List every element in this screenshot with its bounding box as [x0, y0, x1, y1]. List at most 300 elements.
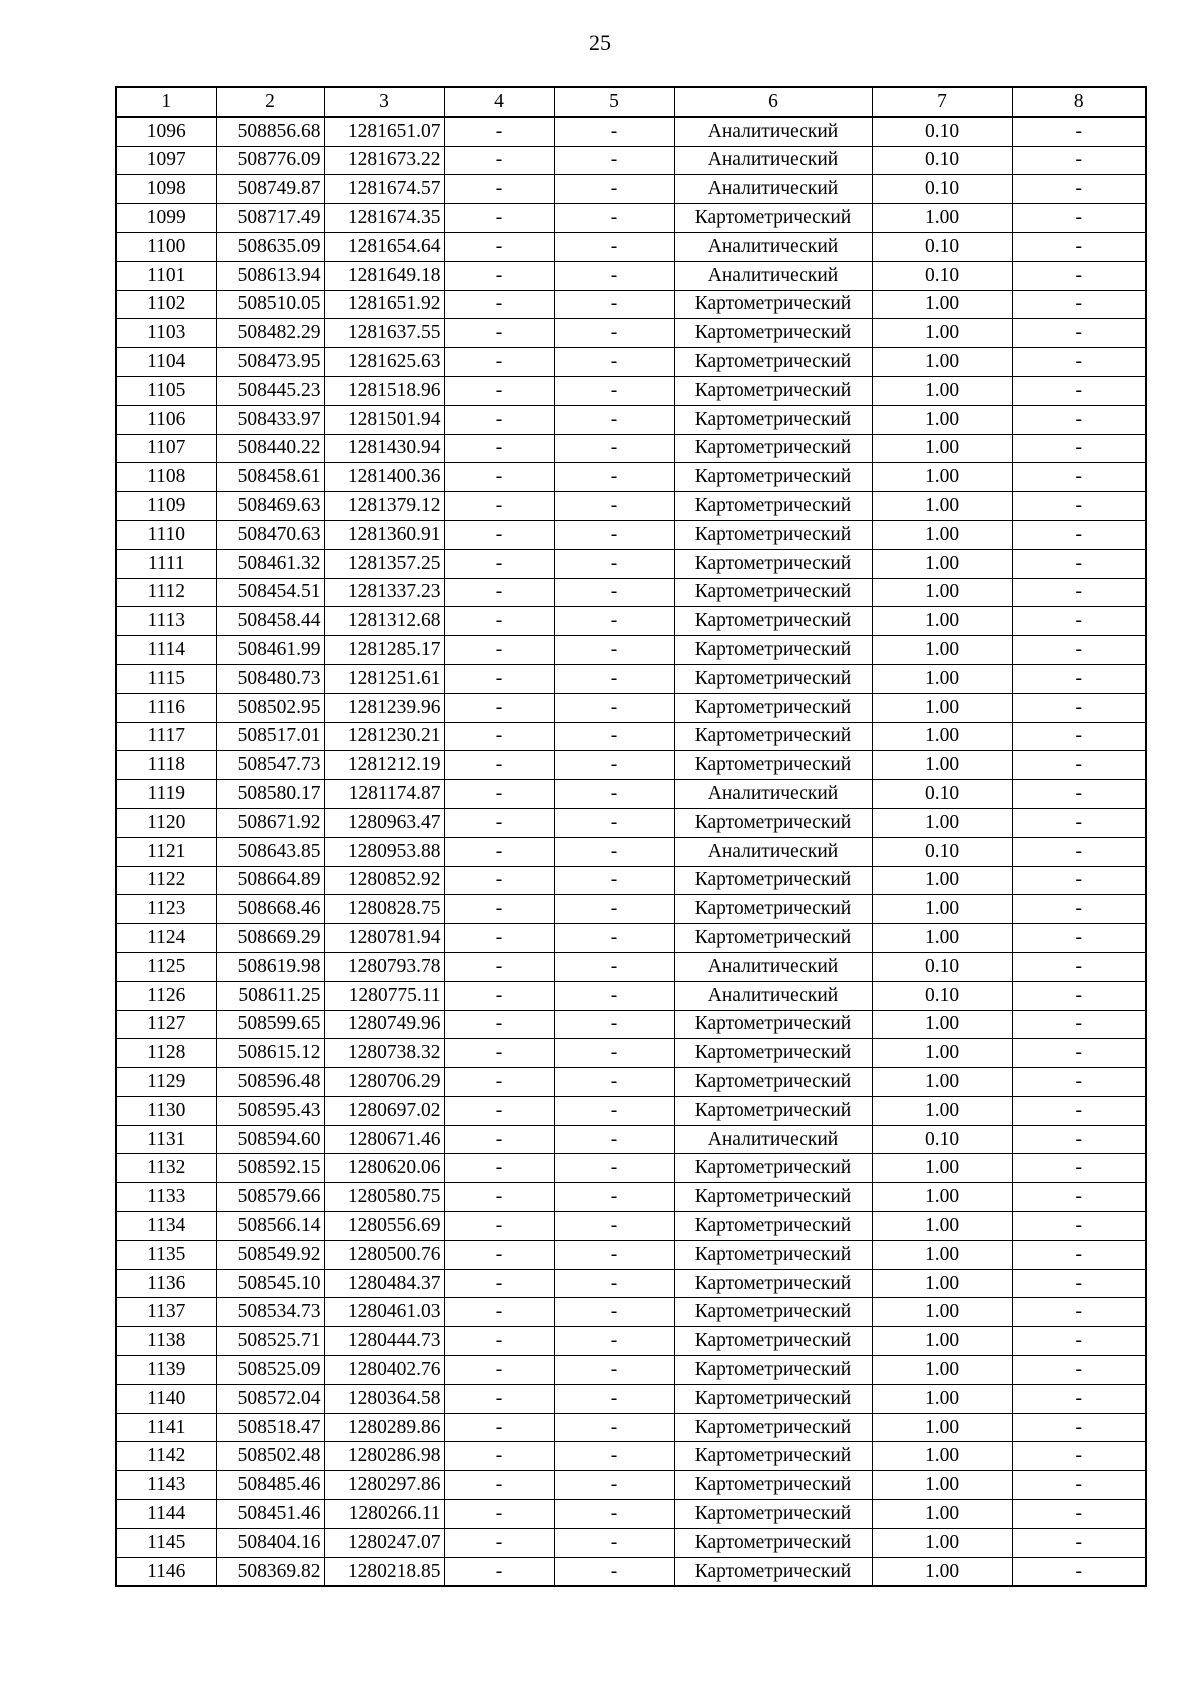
x-coordinate-cell: 508525.71: [216, 1327, 324, 1356]
col8-cell: -: [1012, 1413, 1146, 1442]
accuracy-cell: 0.10: [872, 117, 1012, 146]
accuracy-cell: 0.10: [872, 146, 1012, 175]
col4-cell: -: [444, 463, 554, 492]
col5-cell: -: [554, 664, 674, 693]
x-coordinate-cell: 508595.43: [216, 1096, 324, 1125]
y-coordinate-cell: 1281357.25: [324, 549, 444, 578]
method-cell: Картометрический: [674, 1327, 872, 1356]
col8-cell: -: [1012, 1557, 1146, 1586]
col5-cell: -: [554, 232, 674, 261]
table-body: [116, 117, 1146, 1587]
y-coordinate-cell: 1281239.96: [324, 693, 444, 722]
table-header-row: [116, 87, 1146, 117]
method-cell: Аналитический: [674, 146, 872, 175]
col8-cell: -: [1012, 1356, 1146, 1385]
col8-cell: -: [1012, 1039, 1146, 1068]
col8-cell: -: [1012, 146, 1146, 175]
x-coordinate-cell: 508458.61: [216, 463, 324, 492]
y-coordinate-cell: 1281637.55: [324, 319, 444, 348]
accuracy-cell: 1.00: [872, 1442, 1012, 1471]
column-header: 5: [554, 87, 674, 117]
col8-cell: -: [1012, 1010, 1146, 1039]
x-coordinate-cell: 508433.97: [216, 405, 324, 434]
y-coordinate-cell: 1280556.69: [324, 1212, 444, 1241]
col8-cell: -: [1012, 837, 1146, 866]
point-number-cell: 1122: [116, 866, 216, 895]
accuracy-cell: 1.00: [872, 290, 1012, 319]
col4-cell: -: [444, 751, 554, 780]
accuracy-cell: 1.00: [872, 1327, 1012, 1356]
y-coordinate-cell: 1280738.32: [324, 1039, 444, 1068]
x-coordinate-cell: 508445.23: [216, 376, 324, 405]
col8-cell: -: [1012, 1068, 1146, 1097]
col4-cell: -: [444, 1240, 554, 1269]
point-number-cell: 1123: [116, 895, 216, 924]
col4-cell: -: [444, 837, 554, 866]
method-cell: Картометрический: [674, 1154, 872, 1183]
accuracy-cell: 1.00: [872, 1154, 1012, 1183]
col4-cell: -: [444, 866, 554, 895]
table-row: [116, 405, 1146, 434]
accuracy-cell: 1.00: [872, 319, 1012, 348]
point-number-cell: 1104: [116, 348, 216, 377]
accuracy-cell: 1.00: [872, 492, 1012, 521]
col4-cell: -: [444, 981, 554, 1010]
table-row: [116, 1327, 1146, 1356]
column-header: 1: [116, 87, 216, 117]
y-coordinate-cell: 1280289.86: [324, 1413, 444, 1442]
y-coordinate-cell: 1280580.75: [324, 1183, 444, 1212]
col4-cell: -: [444, 1413, 554, 1442]
col5-cell: -: [554, 1039, 674, 1068]
y-coordinate-cell: 1280247.07: [324, 1528, 444, 1557]
x-coordinate-cell: 508671.92: [216, 808, 324, 837]
x-coordinate-cell: 508502.48: [216, 1442, 324, 1471]
col5-cell: -: [554, 204, 674, 233]
method-cell: Картометрический: [674, 693, 872, 722]
table-row: [116, 1068, 1146, 1097]
col8-cell: -: [1012, 636, 1146, 665]
table-row: [116, 664, 1146, 693]
y-coordinate-cell: 1280286.98: [324, 1442, 444, 1471]
point-number-cell: 1101: [116, 261, 216, 290]
col8-cell: -: [1012, 405, 1146, 434]
point-number-cell: 1121: [116, 837, 216, 866]
col8-cell: -: [1012, 1384, 1146, 1413]
y-coordinate-cell: 1280364.58: [324, 1384, 444, 1413]
col5-cell: -: [554, 463, 674, 492]
table-row: [116, 1528, 1146, 1557]
col8-cell: -: [1012, 1096, 1146, 1125]
col8-cell: -: [1012, 1327, 1146, 1356]
accuracy-cell: 1.00: [872, 664, 1012, 693]
y-coordinate-cell: 1280444.73: [324, 1327, 444, 1356]
point-number-cell: 1105: [116, 376, 216, 405]
y-coordinate-cell: 1281625.63: [324, 348, 444, 377]
y-coordinate-cell: 1281379.12: [324, 492, 444, 521]
col4-cell: -: [444, 578, 554, 607]
col8-cell: -: [1012, 290, 1146, 319]
col5-cell: -: [554, 549, 674, 578]
col4-cell: -: [444, 1528, 554, 1557]
col4-cell: -: [444, 808, 554, 837]
col4-cell: -: [444, 319, 554, 348]
table-row: [116, 463, 1146, 492]
accuracy-cell: 1.00: [872, 463, 1012, 492]
accuracy-cell: 1.00: [872, 348, 1012, 377]
col4-cell: -: [444, 146, 554, 175]
x-coordinate-cell: 508549.92: [216, 1240, 324, 1269]
y-coordinate-cell: 1281651.92: [324, 290, 444, 319]
table-row: [116, 1471, 1146, 1500]
point-number-cell: 1113: [116, 607, 216, 636]
col5-cell: -: [554, 1125, 674, 1154]
point-number-cell: 1098: [116, 175, 216, 204]
y-coordinate-cell: 1281651.07: [324, 117, 444, 146]
method-cell: Картометрический: [674, 492, 872, 521]
col5-cell: -: [554, 981, 674, 1010]
table-row: [116, 1010, 1146, 1039]
method-cell: Картометрический: [674, 520, 872, 549]
y-coordinate-cell: 1280402.76: [324, 1356, 444, 1385]
x-coordinate-cell: 508480.73: [216, 664, 324, 693]
y-coordinate-cell: 1281430.94: [324, 434, 444, 463]
accuracy-cell: 1.00: [872, 405, 1012, 434]
y-coordinate-cell: 1280500.76: [324, 1240, 444, 1269]
col4-cell: -: [444, 1269, 554, 1298]
x-coordinate-cell: 508458.44: [216, 607, 324, 636]
x-coordinate-cell: 508525.09: [216, 1356, 324, 1385]
method-cell: Картометрический: [674, 924, 872, 953]
col8-cell: -: [1012, 175, 1146, 204]
col5-cell: -: [554, 117, 674, 146]
col5-cell: -: [554, 1557, 674, 1586]
y-coordinate-cell: 1281174.87: [324, 780, 444, 809]
col4-cell: -: [444, 1471, 554, 1500]
table-row: [116, 924, 1146, 953]
col5-cell: -: [554, 1442, 674, 1471]
col5-cell: -: [554, 1384, 674, 1413]
method-cell: Картометрический: [674, 1039, 872, 1068]
method-cell: Картометрический: [674, 1269, 872, 1298]
col4-cell: -: [444, 1154, 554, 1183]
method-cell: Картометрический: [674, 578, 872, 607]
col4-cell: -: [444, 492, 554, 521]
y-coordinate-cell: 1281230.21: [324, 722, 444, 751]
point-number-cell: 1110: [116, 520, 216, 549]
col5-cell: -: [554, 866, 674, 895]
method-cell: Аналитический: [674, 232, 872, 261]
col4-cell: -: [444, 1068, 554, 1097]
col5-cell: -: [554, 434, 674, 463]
col8-cell: -: [1012, 952, 1146, 981]
y-coordinate-cell: 1281673.22: [324, 146, 444, 175]
col5-cell: -: [554, 1528, 674, 1557]
x-coordinate-cell: 508580.17: [216, 780, 324, 809]
accuracy-cell: 1.00: [872, 376, 1012, 405]
table-row: [116, 1384, 1146, 1413]
col4-cell: -: [444, 607, 554, 636]
col5-cell: -: [554, 636, 674, 665]
accuracy-cell: 1.00: [872, 808, 1012, 837]
x-coordinate-cell: 508592.15: [216, 1154, 324, 1183]
point-number-cell: 1129: [116, 1068, 216, 1097]
method-cell: Картометрический: [674, 1442, 872, 1471]
x-coordinate-cell: 508856.68: [216, 117, 324, 146]
y-coordinate-cell: 1280706.29: [324, 1068, 444, 1097]
col8-cell: -: [1012, 895, 1146, 924]
point-number-cell: 1131: [116, 1125, 216, 1154]
col4-cell: -: [444, 405, 554, 434]
col5-cell: -: [554, 837, 674, 866]
method-cell: Аналитический: [674, 952, 872, 981]
point-number-cell: 1115: [116, 664, 216, 693]
col8-cell: -: [1012, 463, 1146, 492]
col5-cell: -: [554, 895, 674, 924]
table-row: [116, 1356, 1146, 1385]
point-number-cell: 1134: [116, 1212, 216, 1241]
accuracy-cell: 1.00: [872, 1269, 1012, 1298]
col4-cell: -: [444, 693, 554, 722]
col4-cell: -: [444, 1096, 554, 1125]
method-cell: Картометрический: [674, 1010, 872, 1039]
table-row: [116, 866, 1146, 895]
x-coordinate-cell: 508547.73: [216, 751, 324, 780]
table-row: [116, 1269, 1146, 1298]
col5-cell: -: [554, 952, 674, 981]
point-number-cell: 1102: [116, 290, 216, 319]
table-row: [116, 1442, 1146, 1471]
x-coordinate-cell: 508369.82: [216, 1557, 324, 1586]
col8-cell: -: [1012, 348, 1146, 377]
point-number-cell: 1143: [116, 1471, 216, 1500]
method-cell: Картометрический: [674, 549, 872, 578]
col8-cell: -: [1012, 492, 1146, 521]
col8-cell: -: [1012, 751, 1146, 780]
col4-cell: -: [444, 348, 554, 377]
accuracy-cell: 1.00: [872, 1500, 1012, 1529]
point-number-cell: 1132: [116, 1154, 216, 1183]
x-coordinate-cell: 508454.51: [216, 578, 324, 607]
method-cell: Картометрический: [674, 1528, 872, 1557]
x-coordinate-cell: 508619.98: [216, 952, 324, 981]
table-row: [116, 1125, 1146, 1154]
col4-cell: -: [444, 636, 554, 665]
column-header: 2: [216, 87, 324, 117]
point-number-cell: 1099: [116, 204, 216, 233]
accuracy-cell: 1.00: [872, 578, 1012, 607]
method-cell: Картометрический: [674, 636, 872, 665]
col4-cell: -: [444, 1327, 554, 1356]
point-number-cell: 1112: [116, 578, 216, 607]
col4-cell: -: [444, 1125, 554, 1154]
col4-cell: -: [444, 1183, 554, 1212]
method-cell: Картометрический: [674, 434, 872, 463]
y-coordinate-cell: 1281400.36: [324, 463, 444, 492]
table-row: [116, 290, 1146, 319]
y-coordinate-cell: 1280620.06: [324, 1154, 444, 1183]
method-cell: Аналитический: [674, 780, 872, 809]
table-row: [116, 232, 1146, 261]
col5-cell: -: [554, 261, 674, 290]
y-coordinate-cell: 1280963.47: [324, 808, 444, 837]
col4-cell: -: [444, 520, 554, 549]
accuracy-cell: 1.00: [872, 1039, 1012, 1068]
accuracy-cell: 1.00: [872, 636, 1012, 665]
method-cell: Картометрический: [674, 204, 872, 233]
x-coordinate-cell: 508572.04: [216, 1384, 324, 1413]
method-cell: Картометрический: [674, 1298, 872, 1327]
method-cell: Картометрический: [674, 808, 872, 837]
col4-cell: -: [444, 1356, 554, 1385]
col4-cell: -: [444, 290, 554, 319]
accuracy-cell: 1.00: [872, 866, 1012, 895]
method-cell: Картометрический: [674, 1384, 872, 1413]
col4-cell: -: [444, 952, 554, 981]
col4-cell: -: [444, 1442, 554, 1471]
point-number-cell: 1097: [116, 146, 216, 175]
x-coordinate-cell: 508461.32: [216, 549, 324, 578]
accuracy-cell: 1.00: [872, 1240, 1012, 1269]
point-number-cell: 1120: [116, 808, 216, 837]
accuracy-cell: 1.00: [872, 434, 1012, 463]
accuracy-cell: 0.10: [872, 952, 1012, 981]
col8-cell: -: [1012, 866, 1146, 895]
col8-cell: -: [1012, 376, 1146, 405]
point-number-cell: 1145: [116, 1528, 216, 1557]
col4-cell: -: [444, 895, 554, 924]
table-row: [116, 117, 1146, 146]
col5-cell: -: [554, 1298, 674, 1327]
accuracy-cell: 1.00: [872, 1068, 1012, 1097]
col8-cell: -: [1012, 1298, 1146, 1327]
table-row: [116, 348, 1146, 377]
x-coordinate-cell: 508717.49: [216, 204, 324, 233]
col5-cell: -: [554, 520, 674, 549]
y-coordinate-cell: 1281501.94: [324, 405, 444, 434]
x-coordinate-cell: 508579.66: [216, 1183, 324, 1212]
accuracy-cell: 1.00: [872, 924, 1012, 953]
x-coordinate-cell: 508668.46: [216, 895, 324, 924]
column-header: 3: [324, 87, 444, 117]
method-cell: Картометрический: [674, 1557, 872, 1586]
table-row: [116, 837, 1146, 866]
col4-cell: -: [444, 1212, 554, 1241]
y-coordinate-cell: 1281674.35: [324, 204, 444, 233]
col8-cell: -: [1012, 232, 1146, 261]
table-row: [116, 808, 1146, 837]
accuracy-cell: 1.00: [872, 1356, 1012, 1385]
col4-cell: -: [444, 1557, 554, 1586]
column-header: 7: [872, 87, 1012, 117]
y-coordinate-cell: 1281518.96: [324, 376, 444, 405]
x-coordinate-cell: 508404.16: [216, 1528, 324, 1557]
col5-cell: -: [554, 1010, 674, 1039]
point-number-cell: 1128: [116, 1039, 216, 1068]
accuracy-cell: 0.10: [872, 837, 1012, 866]
accuracy-cell: 1.00: [872, 1010, 1012, 1039]
point-number-cell: 1139: [116, 1356, 216, 1385]
method-cell: Картометрический: [674, 348, 872, 377]
point-number-cell: 1135: [116, 1240, 216, 1269]
col8-cell: -: [1012, 434, 1146, 463]
y-coordinate-cell: 1281312.68: [324, 607, 444, 636]
accuracy-cell: 1.00: [872, 1471, 1012, 1500]
col8-cell: -: [1012, 664, 1146, 693]
accuracy-cell: 0.10: [872, 261, 1012, 290]
table-row: [116, 607, 1146, 636]
accuracy-cell: 1.00: [872, 204, 1012, 233]
col8-cell: -: [1012, 808, 1146, 837]
x-coordinate-cell: 508451.46: [216, 1500, 324, 1529]
col5-cell: -: [554, 175, 674, 204]
point-number-cell: 1124: [116, 924, 216, 953]
x-coordinate-cell: 508545.10: [216, 1269, 324, 1298]
x-coordinate-cell: 508485.46: [216, 1471, 324, 1500]
col8-cell: -: [1012, 924, 1146, 953]
col8-cell: -: [1012, 607, 1146, 636]
col5-cell: -: [554, 1413, 674, 1442]
col4-cell: -: [444, 924, 554, 953]
point-number-cell: 1114: [116, 636, 216, 665]
x-coordinate-cell: 508440.22: [216, 434, 324, 463]
y-coordinate-cell: 1280461.03: [324, 1298, 444, 1327]
col5-cell: -: [554, 1327, 674, 1356]
x-coordinate-cell: 508776.09: [216, 146, 324, 175]
accuracy-cell: 1.00: [872, 751, 1012, 780]
method-cell: Картометрический: [674, 405, 872, 434]
method-cell: Картометрический: [674, 376, 872, 405]
point-number-cell: 1109: [116, 492, 216, 521]
col4-cell: -: [444, 1298, 554, 1327]
col8-cell: -: [1012, 520, 1146, 549]
table-row: [116, 520, 1146, 549]
col4-cell: -: [444, 117, 554, 146]
table-row: [116, 981, 1146, 1010]
col8-cell: -: [1012, 1471, 1146, 1500]
col5-cell: -: [554, 1356, 674, 1385]
table-row: [116, 261, 1146, 290]
point-number-cell: 1127: [116, 1010, 216, 1039]
x-coordinate-cell: 508517.01: [216, 722, 324, 751]
col5-cell: -: [554, 578, 674, 607]
col5-cell: -: [554, 348, 674, 377]
col8-cell: -: [1012, 1528, 1146, 1557]
y-coordinate-cell: 1281251.61: [324, 664, 444, 693]
method-cell: Картометрический: [674, 1240, 872, 1269]
accuracy-cell: 1.00: [872, 693, 1012, 722]
point-number-cell: 1141: [116, 1413, 216, 1442]
col8-cell: -: [1012, 780, 1146, 809]
table-row: [116, 1240, 1146, 1269]
col4-cell: -: [444, 664, 554, 693]
col8-cell: -: [1012, 722, 1146, 751]
point-number-cell: 1146: [116, 1557, 216, 1586]
point-number-cell: 1119: [116, 780, 216, 809]
table-row: [116, 1500, 1146, 1529]
table-row: [116, 1039, 1146, 1068]
table-row: [116, 636, 1146, 665]
col5-cell: -: [554, 780, 674, 809]
col8-cell: -: [1012, 549, 1146, 578]
method-cell: Картометрический: [674, 722, 872, 751]
col5-cell: -: [554, 290, 674, 319]
y-coordinate-cell: 1280697.02: [324, 1096, 444, 1125]
point-number-cell: 1133: [116, 1183, 216, 1212]
table-row: [116, 376, 1146, 405]
col5-cell: -: [554, 1240, 674, 1269]
table-row: [116, 204, 1146, 233]
